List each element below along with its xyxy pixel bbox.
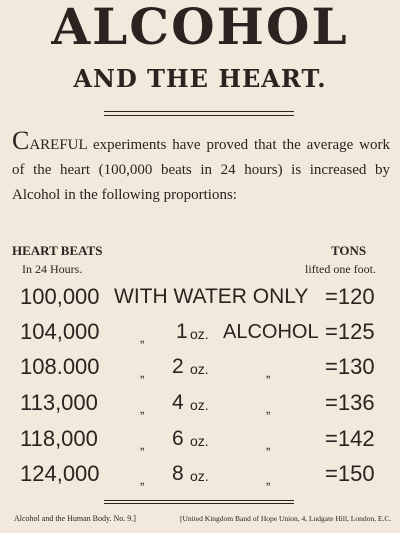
tons-value: =150 xyxy=(325,461,375,486)
footer-publisher: [United Kingdom Band of Hope Union, 4, Ludgate Hill, London, E.C. xyxy=(180,514,392,523)
table-row xyxy=(20,459,386,489)
poster-subtitle: AND THE HEART. xyxy=(73,64,327,93)
oz-unit: oz. xyxy=(190,326,209,342)
oz-unit: oz. xyxy=(190,397,209,413)
tons-header: TONS xyxy=(331,243,367,258)
table-row xyxy=(20,388,386,418)
oz-amount: 6 xyxy=(172,427,184,450)
heart-beats-subheader: In 24 Hours. xyxy=(22,262,83,276)
ditto-mark: „ xyxy=(140,472,145,487)
table-row xyxy=(20,317,386,347)
top-divider xyxy=(104,111,294,116)
oz-amount: 4 xyxy=(172,391,184,414)
ditto-mark: „ xyxy=(266,365,271,380)
bottom-divider xyxy=(104,500,294,504)
water-label: WITH WATER ONLY xyxy=(114,285,309,308)
oz-unit: oz. xyxy=(190,361,209,377)
drop-cap: C xyxy=(12,126,30,155)
beats-value: 108.000 xyxy=(20,354,100,379)
tons-value: =142 xyxy=(325,426,375,451)
ditto-mark: „ xyxy=(140,437,145,452)
ditto-mark: „ xyxy=(266,472,271,487)
tons-subheader: lifted one foot. xyxy=(305,262,376,276)
oz-amount: 8 xyxy=(172,462,184,485)
beats-value: 104,000 xyxy=(20,319,100,344)
ditto-mark: „ xyxy=(140,401,145,416)
beats-value: 100,000 xyxy=(20,284,100,309)
oz-unit: oz. xyxy=(190,433,209,449)
tons-value: =125 xyxy=(325,319,375,344)
heart-beats-header: HEART BEATS xyxy=(12,243,103,258)
oz-amount: 1 xyxy=(176,320,188,343)
alcohol-label: ALCOHOL xyxy=(223,321,319,343)
ditto-mark: „ xyxy=(140,330,145,345)
beats-value: 113,000 xyxy=(20,390,98,415)
footer-series: Alcohol and the Human Body. No. 9.] xyxy=(14,514,136,523)
table-row xyxy=(20,282,386,312)
tons-value: =136 xyxy=(325,390,375,415)
beats-value: 118,000 xyxy=(20,426,98,451)
ditto-mark: „ xyxy=(140,365,145,380)
tons-value: =130 xyxy=(325,354,375,379)
intro-text: AREFUL experiments have proved that the average work of the heart (100,000 beats in 24 hours) is increased by Alcohol in the following proportions: xyxy=(12,137,390,203)
oz-unit: oz. xyxy=(190,468,209,484)
poster-title: ALCOHOL xyxy=(51,0,349,56)
intro-paragraph xyxy=(12,128,390,208)
beats-value: 124,000 xyxy=(20,461,100,486)
ditto-mark: „ xyxy=(266,437,271,452)
table-row xyxy=(20,424,386,454)
ditto-mark: „ xyxy=(266,401,271,416)
oz-amount: 2 xyxy=(172,355,184,378)
tons-value: =120 xyxy=(325,284,375,309)
table-row xyxy=(20,352,386,382)
